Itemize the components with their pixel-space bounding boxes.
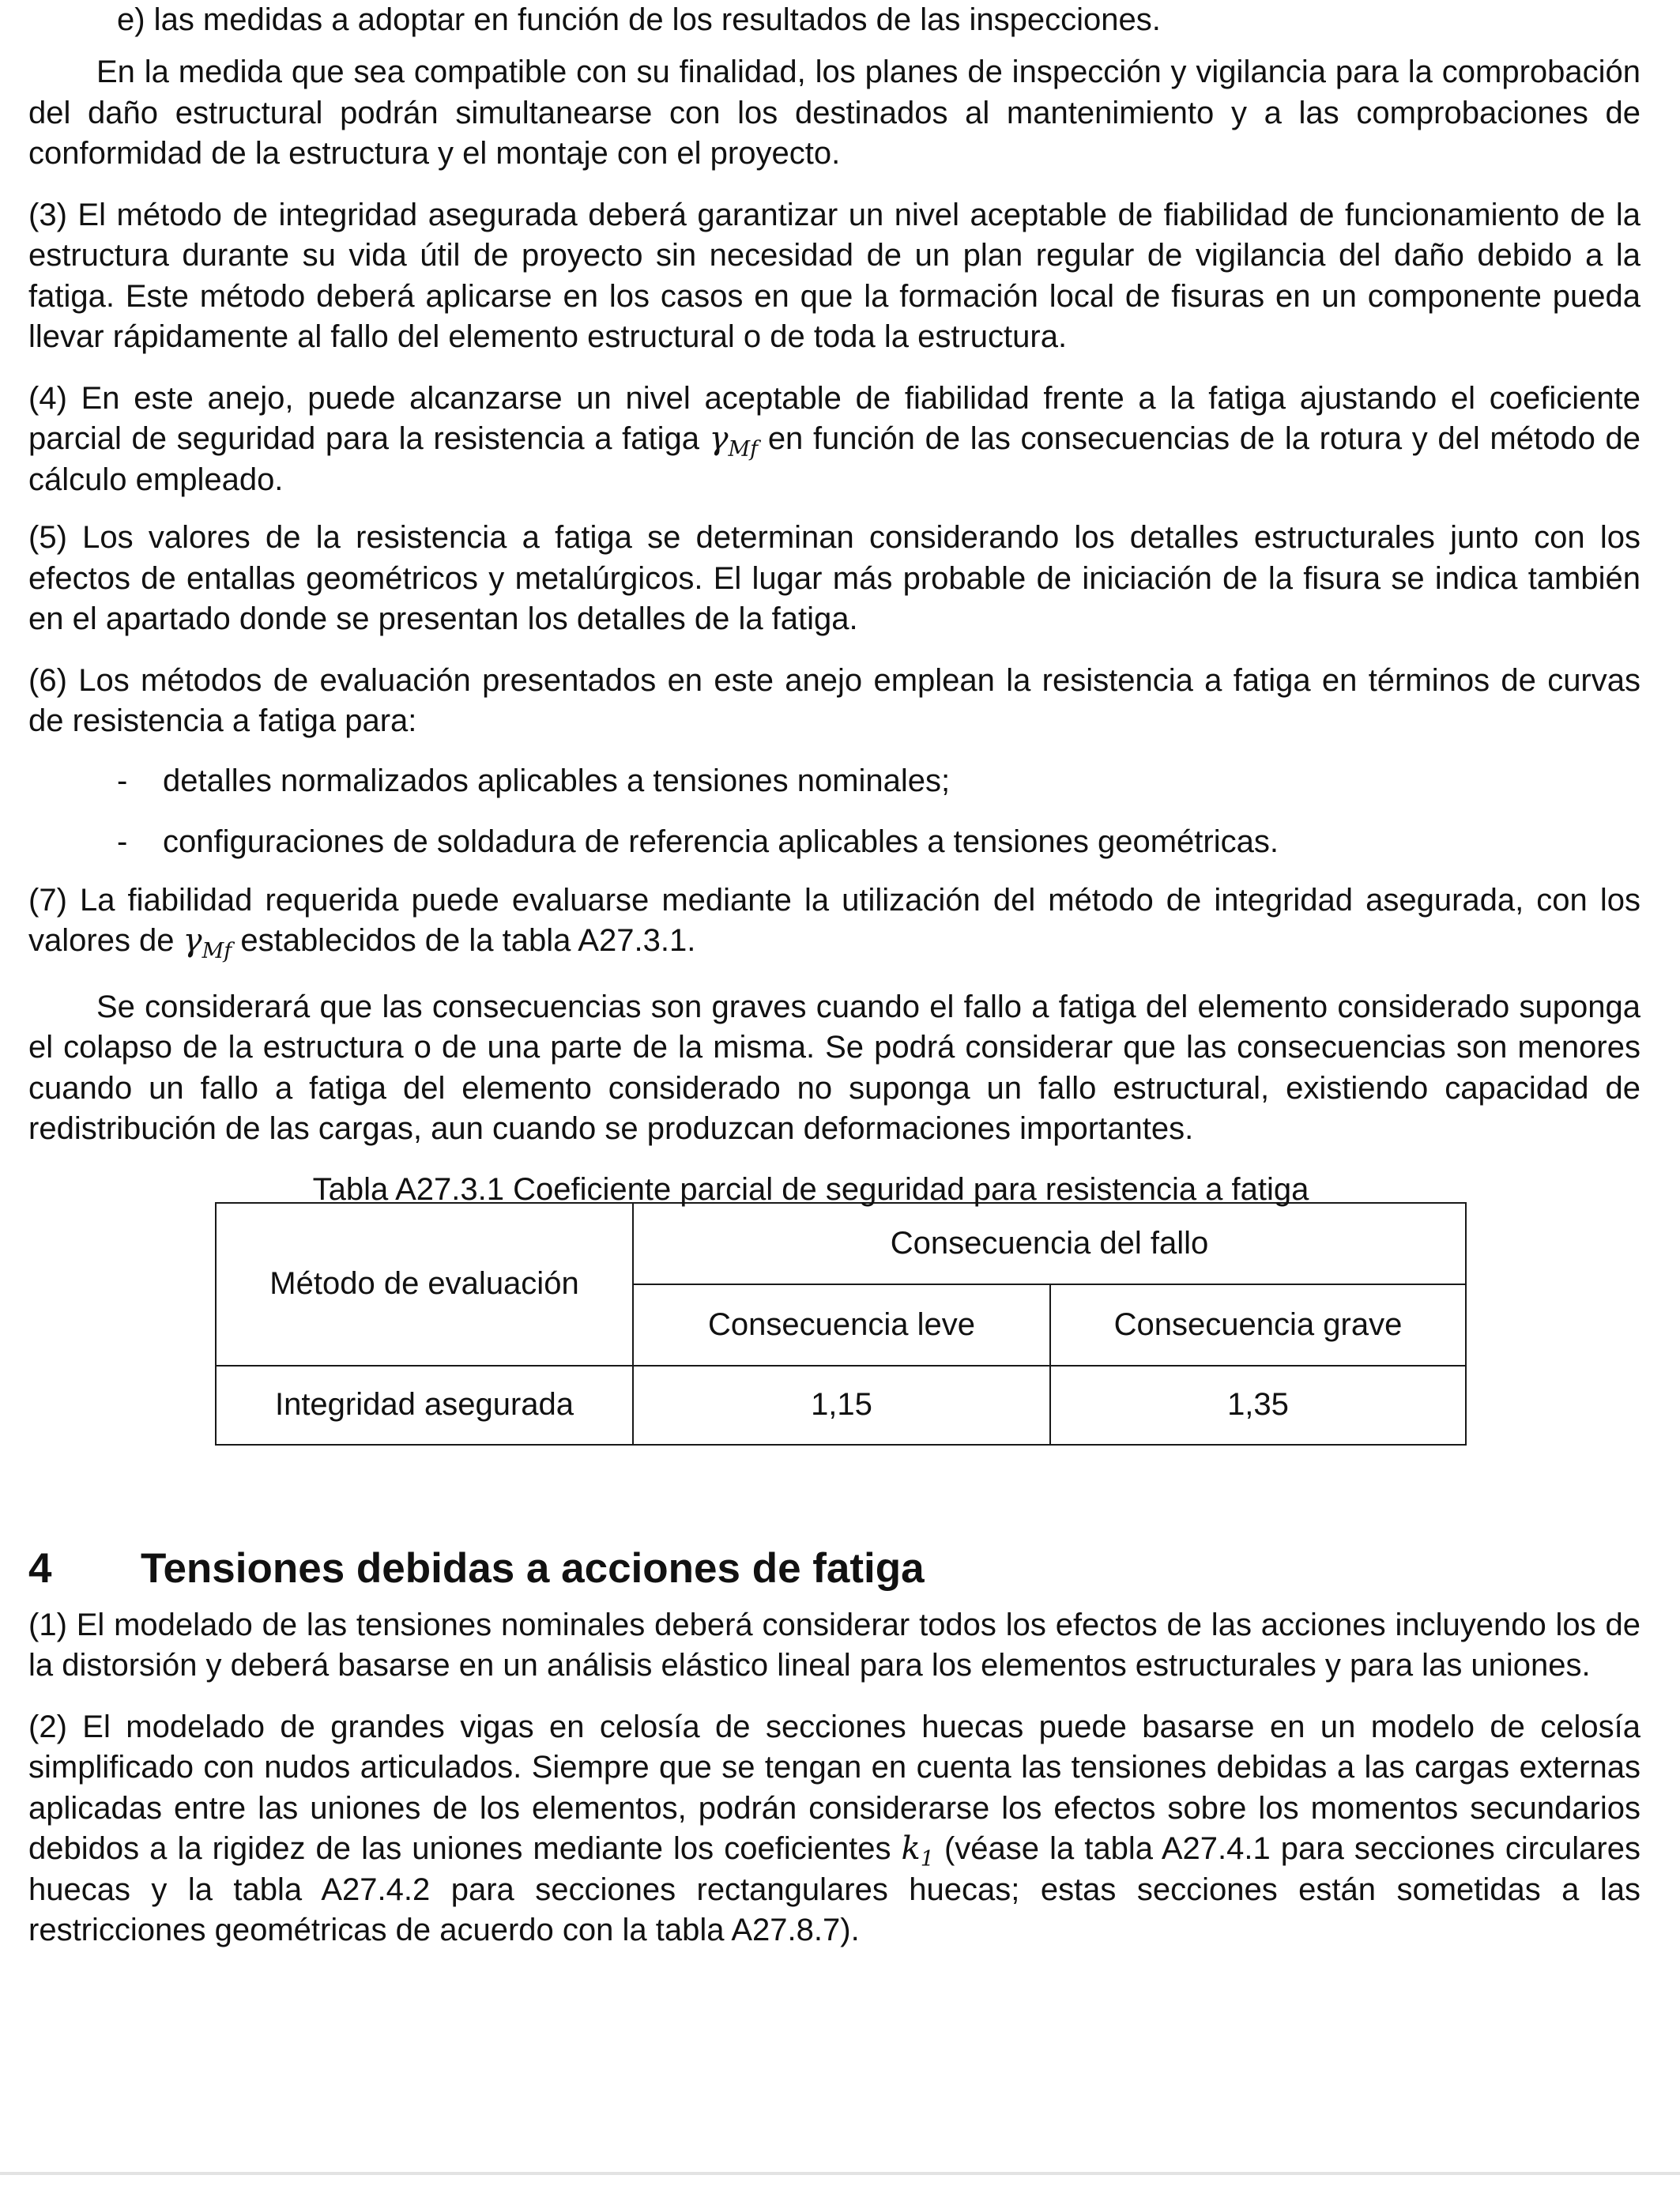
paragraph-7 xyxy=(28,880,1640,962)
table-caption: Tabla A27.3.1 Coeficiente parcial de seguridad para resistencia a fatiga xyxy=(312,1171,1309,1207)
page-bottom-divider xyxy=(0,2172,1680,2175)
section-heading xyxy=(28,1544,1640,1594)
paragraph-consecuencias: Se considerará que las consecuencias son graves cuando el fallo a fatiga del elemento considerado suponga el colapso de la estructura o de una parte de la misma. Se podrá considerar que las consecuencias son menores cuando un fallo a fatiga del elemento considerado no suponga un fallo estructural, existiendo capacidad de redistribución de las cargas, aun cuando se produzcan deformaciones importantes. xyxy=(28,989,1640,1146)
gamma-mf-symbol: $\gamma_{Mf}$ xyxy=(709,420,759,462)
section-paragraph-2 xyxy=(28,1707,1640,1951)
section-paragraph-1: (1) El modelado de las tensiones nominales deberá considerar todos los efectos de las acciones incluyendo los de la distorsión y deberá basarse en un análisis elástico lineal para los elementos estructurales y para las uniones. xyxy=(28,1607,1640,1683)
paragraph-6: (6) Los métodos de evaluación presentados en este anejo emplean la resistencia a fatiga en términos de curvas de resistencia a fatiga para: xyxy=(28,662,1640,738)
gamma-mf-symbol: $\gamma_{Mf}$ xyxy=(183,922,232,963)
header-grave-cell: Consecuencia grave xyxy=(1050,1284,1466,1366)
paragraph-5: (5) Los valores de la resistencia a fatiga se determinan considerando los detalles estructurales junto con los efectos de entallas geométricos y metalúrgicos. El lugar más probable de iniciación de la fisura se indica también en el apartado donde se presentan los detalles de la fatiga. xyxy=(28,520,1640,636)
row-leve-cell: 1,15 xyxy=(633,1366,1050,1445)
list-item-e: e) las medidas a adoptar en función de los resultados de las inspecciones. xyxy=(117,2,1161,37)
list-dash: - xyxy=(117,763,128,798)
k1-symbol: $k_1$ xyxy=(901,1830,934,1872)
paragraph-4 xyxy=(28,379,1640,501)
row-grave-cell: 1,35 xyxy=(1050,1366,1466,1445)
list-item-text: detalles normalizados aplicables a tensiones nominales; xyxy=(163,763,951,798)
section-title: Tensiones debidas a acciones de fatiga xyxy=(141,1544,925,1592)
row-label-cell: Integridad asegurada xyxy=(216,1366,633,1445)
section-paragraph-2-text-b: (véase la tabla A27.4.1 para secciones circulares huecas y la tabla A27.4.2 para secciones rectangulares huecas; estas secciones están sometidas a las restricciones geométricas de acuerdo con la tabla A27.8.7). xyxy=(28,1831,1640,1947)
list-item-2 xyxy=(28,822,1640,863)
header-method-cell: Método de evaluación xyxy=(216,1203,633,1366)
list-item-text: configuraciones de soldadura de referencia aplicables a tensiones geométricas. xyxy=(163,824,1279,859)
paragraph-3: (3) El método de integridad asegurada deberá garantizar un nivel aceptable de fiabilidad de funcionamiento de la estructura durante su vida útil de proyecto sin necesidad de un plan regular de vigilancia del daño debido a la fatiga. Este método deberá aplicarse en los casos en que la formación local de fisuras en un componente pueda llevar rápidamente al fallo del elemento estructural o de toda la estructura. xyxy=(28,197,1640,354)
document-page xyxy=(28,0,1640,1951)
safety-factor-table xyxy=(215,1202,1467,1446)
paragraph-7-text-a: (7) La fiabilidad requerida puede evaluarse mediante la utilización del método de integridad asegurada, con los valores de xyxy=(28,882,1640,958)
paragraph-7-text-b: establecidos de la tabla A27.3.1. xyxy=(232,923,696,958)
section-number: 4 xyxy=(28,1544,52,1592)
paragraph-planes: En la medida que sea compatible con su finalidad, los planes de inspección y vigilancia para la comprobación del daño estructural podrán simultanearse con los destinados al mantenimiento y a las comprobaciones de conformidad de la estructura y el montaje con el proyecto. xyxy=(28,55,1640,171)
table-row xyxy=(216,1366,1466,1445)
paragraph-4-text-a: (4) En este anejo, puede alcanzarse un nivel aceptable de fiabilidad frente a la fatiga ajustando el coeficiente parcial de seguridad para la resistencia a fatiga xyxy=(28,380,1640,456)
header-consequence-cell: Consecuencia del fallo xyxy=(633,1203,1466,1284)
header-leve-cell: Consecuencia leve xyxy=(633,1284,1050,1366)
section-paragraph-2-text-a: (2) El modelado de grandes vigas en celosía de secciones huecas puede basarse en un modelo de celosía simplificado con nudos articulados. Siempre que se tengan en cuenta las tensiones debidas a las cargas externas aplicadas entre las uniones de los elementos, podrán considerarse los efectos sobre los momentos secundarios debidos a la rigidez de las uniones mediante los coeficientes xyxy=(28,1709,1640,1866)
list-item-1 xyxy=(28,761,1640,802)
list-dash: - xyxy=(117,824,128,859)
paragraph-4-text-b: en función de las consecuencias de la rotura y del método de cálculo empleado. xyxy=(28,421,1640,497)
